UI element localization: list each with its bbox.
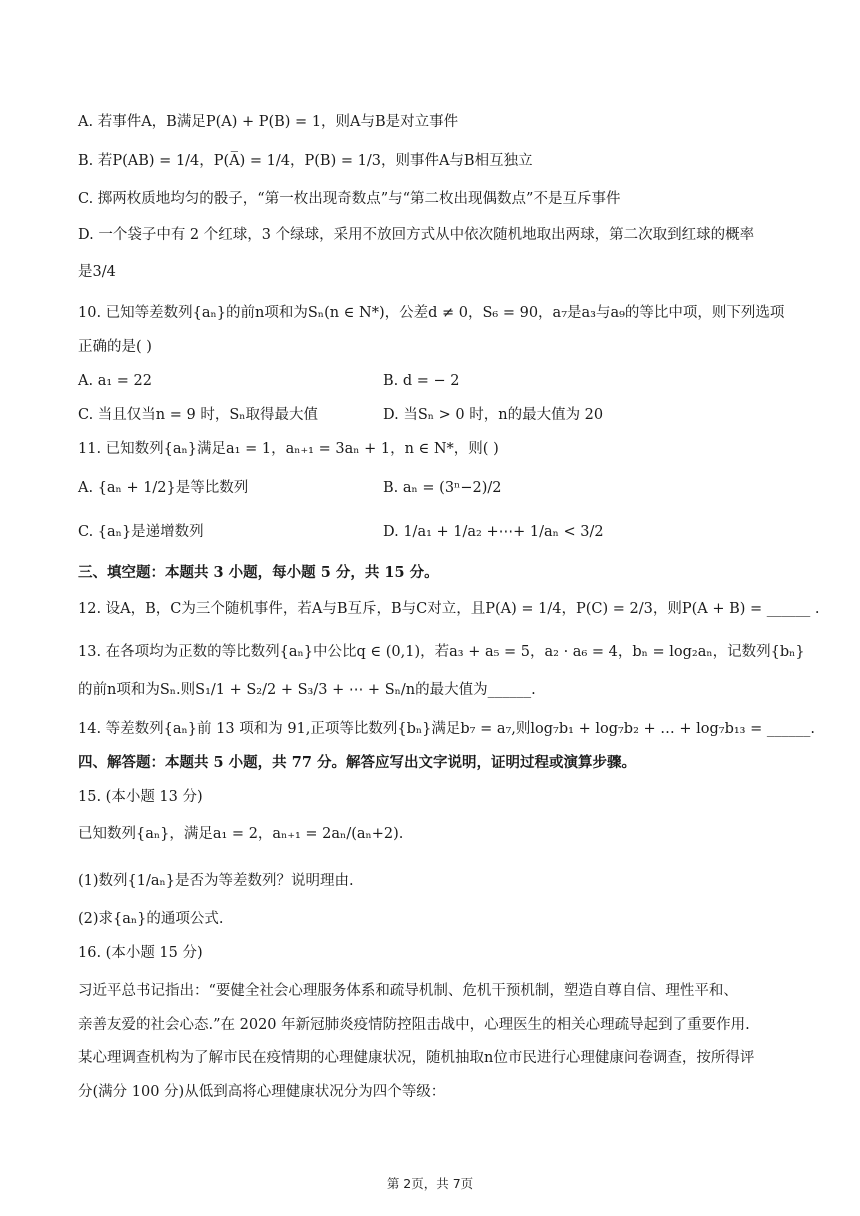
q9-option-d-line1: D. 一个袋子中有 2 个红球，3 个绿球，采用不放回方式从中依次随机地取出两球，第二次取到红球的概率 (78, 227, 755, 243)
q16-line1: 习近平总书记指出：“要健全社会心理服务体系和疏导机制、危机干预机制，塑造自尊自信、理性平和、 (78, 983, 738, 999)
q13-line2: 的前n项和为Sₙ.则S₁/1 + S₂/2 + S₃/3 + ⋯ + Sₙ/n的最大值为______. (78, 682, 536, 698)
q15-title: 15. (本小题 13 分) (78, 789, 203, 805)
q10-option-d: D. 当Sₙ > 0 时，n的最大值为 20 (383, 407, 604, 423)
q10-stem-line1: 10. 已知等差数列{aₙ}的前n项和为Sₙ(n ∈ N*)，公差d ≠ 0，S₆ = 90，a₇是a₃与a₉的等比中项，则下列选项 (78, 305, 785, 321)
q11-option-d: D. 1/a₁ + 1/a₂ +⋯+ 1/aₙ < 3/2 (383, 524, 604, 540)
q11-stem: 11. 已知数列{aₙ}满足a₁ = 1，aₙ₊₁ = 3aₙ + 1，n ∈ N*，则( ) (78, 441, 499, 457)
q11-option-a: A. {aₙ + 1/2}是等比数列 (78, 480, 249, 496)
q9-option-a: A. 若事件A，B满足P(A) + P(B) = 1，则A与B是对立事件 (78, 114, 459, 130)
q15-part1: (1)数列{1/aₙ}是否为等差数列？说明理由. (78, 873, 354, 889)
q16-title: 16. (本小题 15 分) (78, 945, 203, 961)
q16-line2: 亲善友爱的社会心态.”在 2020 年新冠肺炎疫情防控阻击战中，心理医生的相关心理疏导起到了重要作用. (78, 1017, 750, 1033)
page-footer: 第 2页，共 7页 (386, 1176, 474, 1191)
q12: 12. 设A，B，C为三个随机事件，若A与B互斥，B与C对立，且P(A) = 1/4，P(C) = 2/3，则P(A + B) = ______ . (78, 601, 820, 617)
q14: 14. 等差数列{aₙ}前 13 项和为 91,正项等比数列{bₙ}满足b₇ = a₇,则log₇b₁ + log₇b₂ + … + log₇b₁₃ = ______. (78, 721, 815, 737)
q11-option-c: C. {aₙ}是递增数列 (78, 524, 204, 540)
q13-line1: 13. 在各项均为正数的等比数列{aₙ}中公比q ∈ (0,1)，若a₃ + a₅ = 5，a₂ · a₆ = 4，bₙ = log₂aₙ，记数列{bₙ} (78, 644, 805, 660)
q10-stem-line2: 正确的是( ) (78, 339, 152, 355)
q16-line4: 分(满分 100 分)从低到高将心理健康状况分为四个等级： (78, 1084, 446, 1100)
q16-line3: 某心理调查机构为了解市民在疫情期的心理健康状况，随机抽取n位市民进行心理健康问卷调查，按所得评 (78, 1050, 755, 1066)
q10-option-a: A. a₁ = 22 (78, 373, 152, 389)
q11-option-b: B. aₙ = (3ⁿ−2)/2 (383, 480, 502, 496)
q15-stem: 已知数列{aₙ}，满足a₁ = 2，aₙ₊₁ = 2aₙ/(aₙ+2). (78, 826, 404, 842)
q9-option-c: C. 掷两枚质地均匀的骰子，“第一枚出现奇数点”与“第二枚出现偶数点”不是互斥事件 (78, 191, 621, 207)
section-3-heading: 三、填空题：本题共 3 小题，每小题 5 分，共 15 分。 (78, 564, 439, 581)
section-4-heading: 四、解答题：本题共 5 小题，共 77 分。解答应写出文字说明，证明过程或演算步骤。 (78, 754, 636, 771)
q15-part2: (2)求{aₙ}的通项公式. (78, 911, 224, 927)
q9-option-d-line2: 是3/4 (78, 264, 116, 280)
q10-option-b: B. d = − 2 (383, 373, 460, 389)
q9-option-b: B. 若P(AB) = 1/4，P(A̅) = 1/4，P(B) = 1/3，则事件A与B相互独立 (78, 153, 533, 169)
q10-option-c: C. 当且仅当n = 9 时，Sₙ取得最大值 (78, 407, 319, 423)
